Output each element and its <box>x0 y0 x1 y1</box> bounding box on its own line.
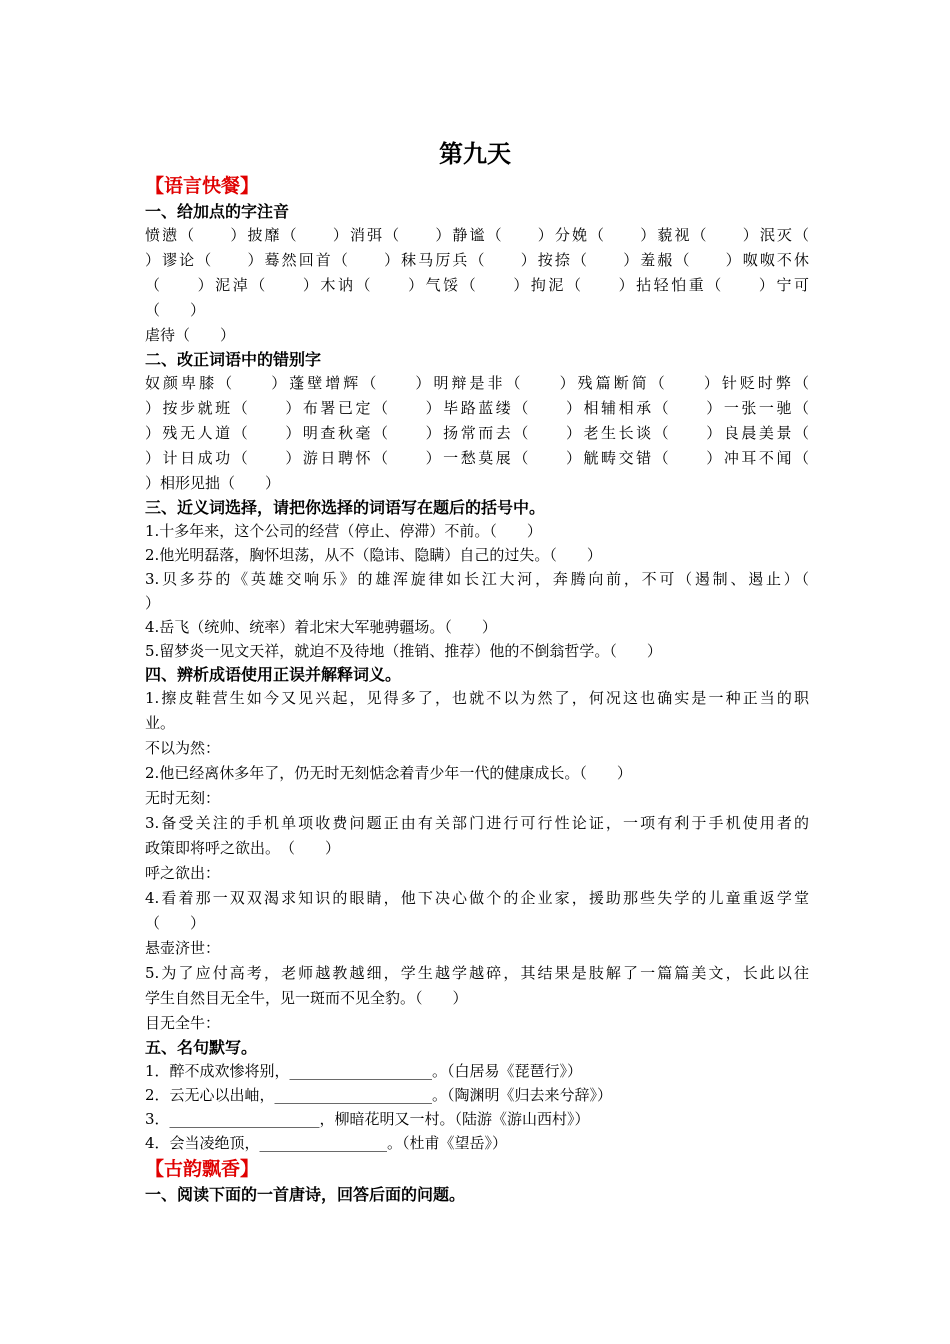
q2-line: ）残无人道（ ）明查秋毫（ ）扬常而去（ ）老生长谈（ ）良晨美景（ <box>145 424 809 442</box>
q3-item: 5.留梦炎一见文天祥，就迫不及待地（推销、推荐）他的不倒翁哲学。（ ） <box>145 642 662 660</box>
q2-line: ）相形见拙（ ） <box>145 474 281 492</box>
content-body <box>145 172 809 1206</box>
q4-answer-label: 呼之欲出： <box>145 864 221 882</box>
q4-line: （ ） <box>145 914 206 932</box>
q4-answer-label: 悬壶济世： <box>145 939 221 957</box>
q5-item: 3．____________________，柳暗花明又一村。（陆游《游山西村》） <box>145 1110 590 1128</box>
q2-line: ）计日成功（ ）游日聘怀（ ）一愁莫展（ ）觥畴交错（ ）冲耳不闻（ <box>145 449 809 467</box>
q1-line: （ ） <box>145 301 206 319</box>
q1-line: 愤懑（ ）披靡（ ）消弭（ ）静谧（ ）分娩（ ）藐视（ ）泯灭（ <box>145 226 809 244</box>
q5-heading: 五、名句默写。 <box>145 1038 258 1057</box>
q4-line: 学生自然目无全牛，见一斑而不见全豹。（ ） <box>145 989 468 1007</box>
q4-answer-label: 不以为然： <box>145 739 221 757</box>
q3-item: 4.岳飞（统帅、统率）着北宋大军驰骋疆场。（ ） <box>145 618 497 636</box>
q4-line: 5.为了应付高考，老师越教越细，学生越学越碎，其结果是肢解了一篇篇美文，长此以往 <box>145 964 809 982</box>
q4-line: 4.看着那一双双渴求知识的眼睛，他下决心做个的企业家，援助那些失学的儿童重返学堂 <box>145 889 809 907</box>
q5-item: 4．会当凌绝顶，_________________。（杜甫《望岳》） <box>145 1134 508 1152</box>
q4-answer-label: 无时无刻： <box>145 789 221 807</box>
poem-q1-heading: 一、阅读下面的一首唐诗，回答后面的问题。 <box>145 1185 466 1204</box>
q1-heading: 一、给加点的字注音 <box>145 202 290 221</box>
q1-line: 虐待（ ） <box>145 326 236 344</box>
q3-item: 2.他光明磊落，胸怀坦荡，从不（隐讳、隐瞒）自己的过失。（ ） <box>145 546 602 564</box>
q4-answer-label: 目无全牛： <box>145 1014 221 1032</box>
q4-line: 业。 <box>145 714 176 732</box>
q2-line: ）按步就班（ ）布署已定（ ）毕路蓝缕（ ）相辅相承（ ）一张一驰（ <box>145 399 809 417</box>
q5-item: 1．醉不成欢惨将别，___________________。（白居易《琵琶行》） <box>145 1062 583 1080</box>
q1-line: （ ）泥淖（ ）木讷（ ）气馁（ ）拘泥（ ）拈轻怕重（ ）宁可 <box>145 276 809 294</box>
q3-heading: 三、近义词选择，请把你选择的词语写在题后的括号中。 <box>145 498 546 517</box>
q4-heading: 四、辨析成语使用正误并解释词义。 <box>145 665 402 684</box>
q4-line: 政策即将呼之欲出。 （ ） <box>145 839 341 857</box>
q3-item: 1.十多年来，这个公司的经营（停止、停滞）不前。（ ） <box>145 522 542 540</box>
q1-line: ）谬论（ ）蓦然回首（ ）秣马厉兵（ ）按捺（ ）羞赧（ ）呶呶不休 <box>145 251 809 269</box>
page-title: 第九天 <box>439 140 511 168</box>
q5-item: 2．云无心以出岫，_____________________。（陶渊明《归去来兮辞》） <box>145 1086 613 1104</box>
q2-heading: 二、改正词语中的错别字 <box>145 350 322 369</box>
q4-line: 3.备受关注的手机单项收费问题正由有关部门进行可行性论证，一项有利于手机使用者的 <box>145 814 809 832</box>
section-title-poem: 【古韵飘香】 <box>145 1158 260 1180</box>
section-title-language: 【语言快餐】 <box>145 175 260 197</box>
q3-item: ） <box>145 594 161 612</box>
q4-line: 2.他已经离休多年了，仍无时无刻惦念着青少年一代的健康成长。（ ） <box>145 764 632 782</box>
q3-item: 3.贝多芬的《英雄交响乐》的雄浑旋律如长江大河，奔腾向前，不可（遏制、遏止）（ <box>145 570 809 588</box>
q4-line: 1.擦皮鞋营生如今又见兴起，见得多了，也就不以为然了，何况这也确实是一种正当的职 <box>145 689 809 707</box>
q2-line: 奴颜卑膝（ ）蓬壁增辉（ ）明辩是非（ ）残篇断简（ ）针贬时弊（ <box>145 374 809 392</box>
